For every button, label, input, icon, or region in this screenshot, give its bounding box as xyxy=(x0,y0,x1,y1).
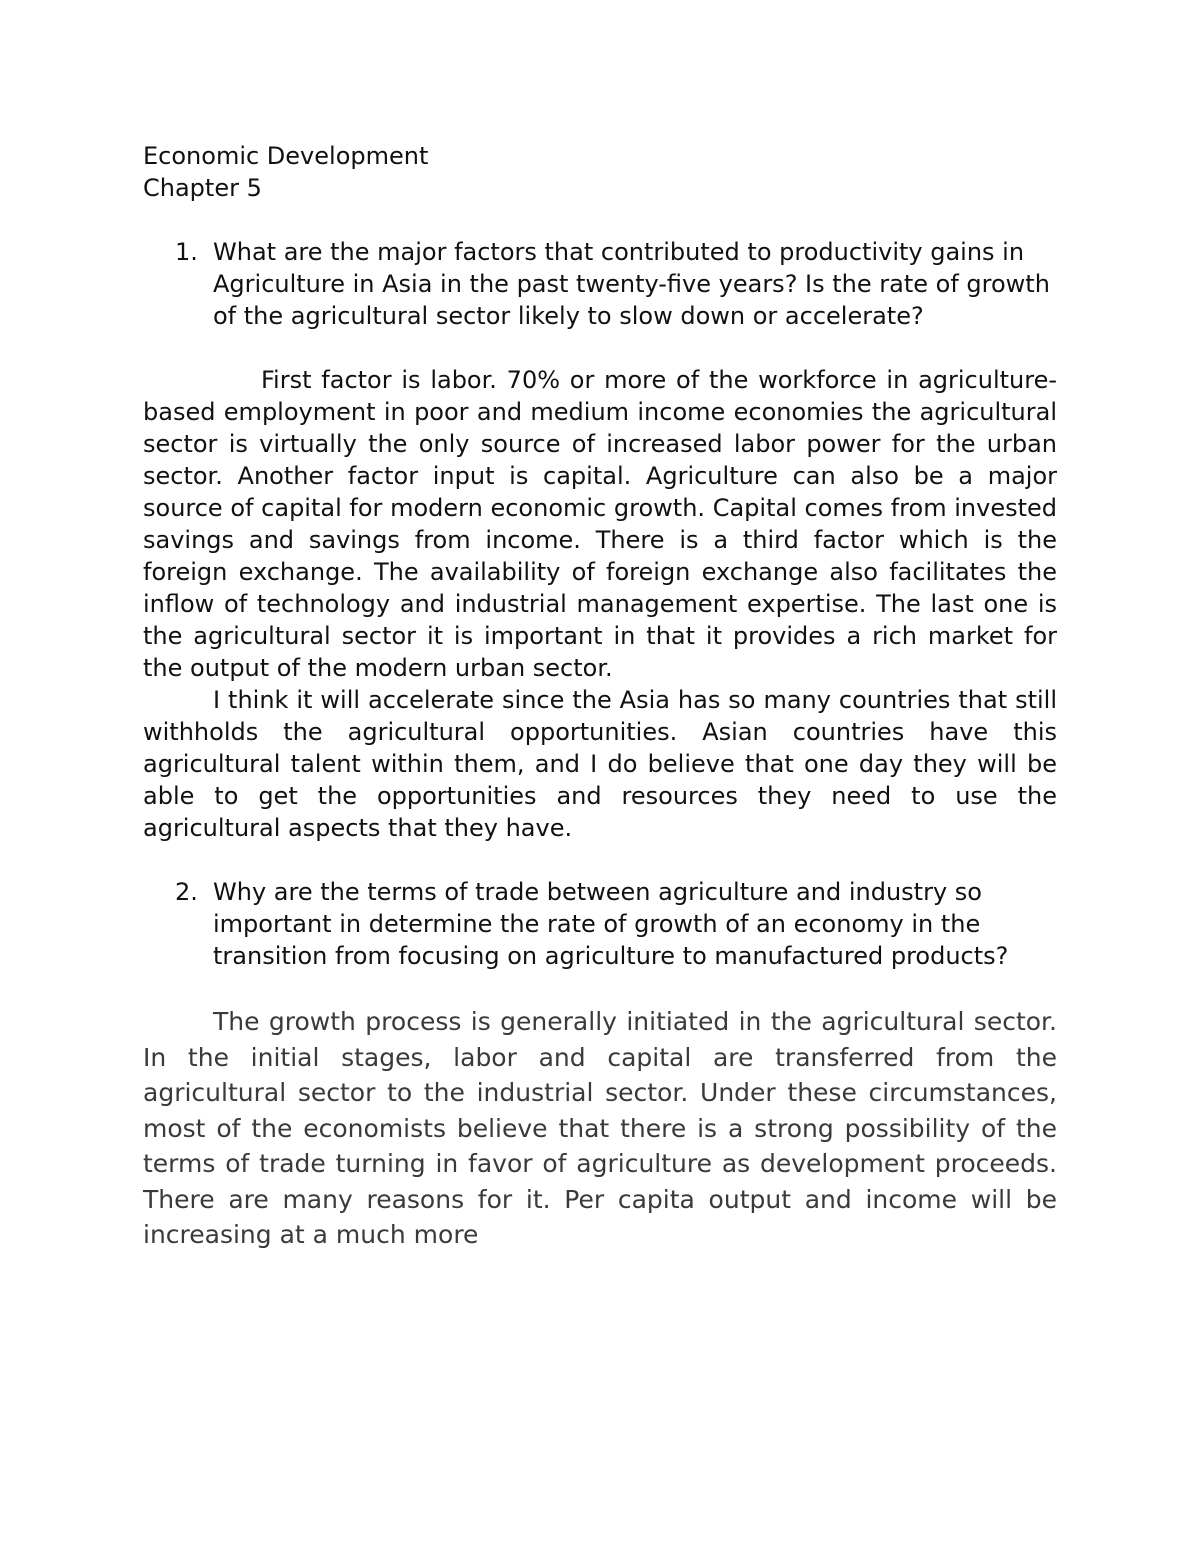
question-2 xyxy=(143,876,1057,972)
document-title: Economic Development xyxy=(143,142,429,170)
answer-1-paragraph-1: First factor is labor. 70% or more of the workforce in agriculture-based employment in poor and medium income economies the agricultural sector is virtually the only source of increased labor power for the urban sector. Another factor input is capital. Agriculture can also be a major source of capital for modern economic growth. Capital comes from invested savings and savings from income. There is a third factor which is the foreign exchange. The availability of foreign exchange also facilitates the inflow of technology and industrial management expertise. The last one is the agricultural sector it is important in that it provides a rich market for the output of the modern urban sector. xyxy=(143,366,1057,682)
answer-1-paragraph-2: I think it will accelerate since the Asia has so many countries that still withholds the agricultural opportunities. Asian countries have this agricultural talent within them, and I do believe that one day they will be able to get the opportunities and resources they need to use the agricultural aspects that they have. xyxy=(143,686,1057,842)
answer-2-paragraph-1: The growth process is generally initiated in the agricultural sector. In the initial stages, labor and capital are transferred from the agricultural sector to the industrial sector. Under these circumstances, most of the economists believe that there is a strong possibility of the terms of trade turning in favor of agriculture as development proceeds. There are many reasons for it. Per capita output and income will be increasing at a much more xyxy=(143,1007,1057,1249)
question-text: What are the major factors that contributed to productivity gains in Agriculture in Asia in the past twenty-five years? Is the rate of growth of the agricultural sector likely to slow down or accelerate? xyxy=(213,238,1050,330)
question-text: Why are the terms of trade between agriculture and industry so important in determine the rate of growth of an economy in the transition from focusing on agriculture to manufactured products? xyxy=(213,878,1009,970)
chapter-label: Chapter 5 xyxy=(143,174,262,202)
document-page xyxy=(143,140,1057,1253)
question-number: 1. xyxy=(175,238,198,266)
question-1 xyxy=(143,236,1057,332)
question-number: 2. xyxy=(175,878,198,906)
